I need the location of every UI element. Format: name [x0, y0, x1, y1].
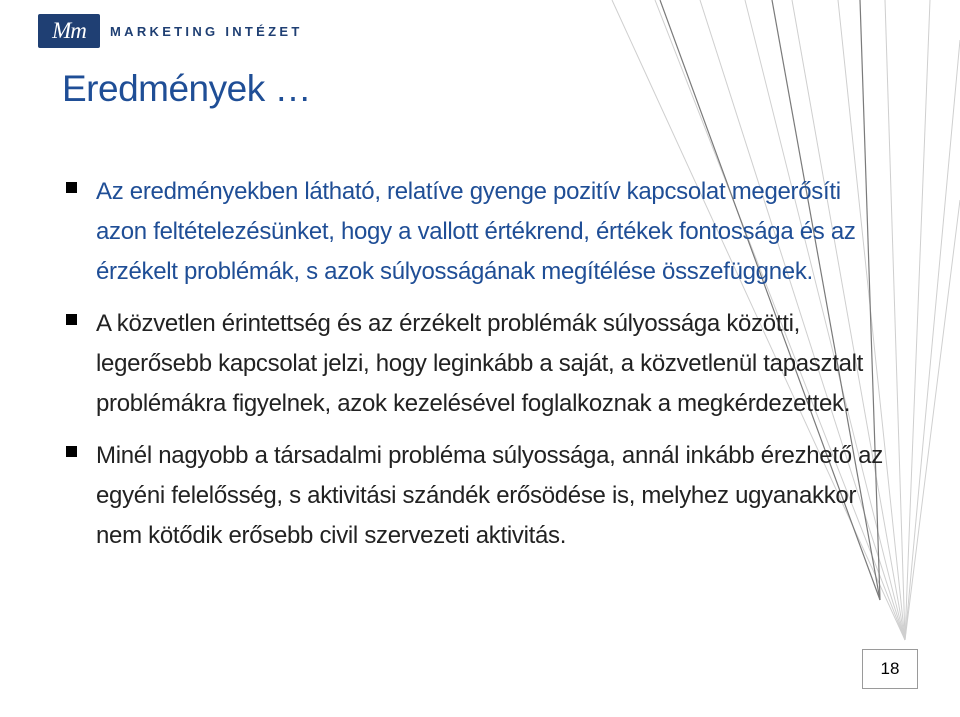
- bullet-text: Az eredményekben látható, relatíve gyenge pozitív kapcsolat megerősíti azon feltételezésünket, hogy a vallott értékrend, értékek fontossága és az érzékelt problémák, s azok súlyosságának megítélése összefüggnek.: [96, 178, 856, 285]
- square-bullet-icon: [66, 314, 77, 325]
- bullet-list: [66, 172, 896, 568]
- logo-monogram: Mm: [38, 14, 100, 48]
- logo-name: MARKETING INTÉZET: [110, 23, 303, 39]
- slide-title: Eredmények …: [62, 68, 311, 109]
- square-bullet-icon: [66, 446, 77, 457]
- bullet-item: [66, 172, 896, 292]
- page-number: 18: [862, 649, 918, 689]
- bullet-text: Minél nagyobb a társadalmi probléma súlyossága, annál inkább érezhető az egyéni felelősség, s aktivitási szándék erősödése is, melyhez ugyanakkor nem kötődik erősebb civil szervezeti aktivitás.: [96, 442, 883, 549]
- marketing-intezet-logo: [38, 14, 303, 48]
- bullet-item: [66, 436, 896, 556]
- bullet-item: [66, 304, 896, 424]
- square-bullet-icon: [66, 182, 77, 193]
- bullet-text: A közvetlen érintettség és az érzékelt problémák súlyossága közötti, legerősebb kapcsolat jelzi, hogy leginkább a saját, a közvetlenül tapasztalt problémákra figyelnek, azok kezelésével foglalkoznak a megkérdezettek.: [96, 310, 864, 417]
